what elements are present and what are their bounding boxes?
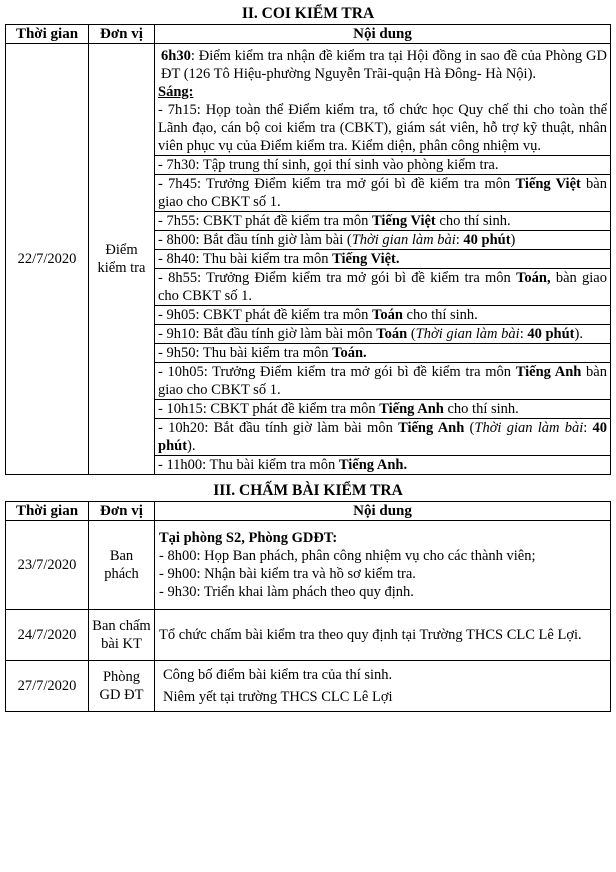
schedule-item xyxy=(155,455,610,474)
row-line: - 9h00: Nhận bài kiểm tra và hồ sơ kiểm tra. xyxy=(159,566,416,582)
item-italic: Thời gian làm bài xyxy=(474,420,584,436)
schedule-item xyxy=(155,305,610,324)
item-text: - 9h10: Bắt đầu tính giờ làm bài môn xyxy=(158,326,377,342)
unit-cell: Điểm kiểm tra xyxy=(89,44,155,475)
content-cell xyxy=(155,661,611,712)
item-text: - 10h15: CBKT phát đề kiểm tra môn xyxy=(158,401,380,417)
item-text: cho thí sinh. xyxy=(435,213,511,229)
item-text: bàn giao cho CBKT số 1. xyxy=(158,176,607,210)
item-bold: Tiếng Anh xyxy=(379,401,444,417)
item-text: - 7h30: Tập trung thí sinh, gọi thí sinh vào phòng kiểm tra. xyxy=(158,157,499,173)
header-unit: Đơn vị xyxy=(89,25,155,44)
morning-heading-block xyxy=(155,83,610,101)
row-line: - 8h00: Họp Ban phách, phân công nhiệm vụ cho các thành viên; xyxy=(159,548,536,564)
item-bold: Tiếng Việt. xyxy=(332,251,400,267)
intro-paragraph xyxy=(155,44,610,83)
schedule-item xyxy=(155,155,610,174)
row-line: - 9h30: Triển khai làm phách theo quy định. xyxy=(159,584,414,600)
item-text: : xyxy=(455,232,464,248)
header-time: Thời gian xyxy=(6,502,89,521)
row-line: Công bố điểm bài kiểm tra của thí sinh. xyxy=(163,667,393,683)
intro-time: 6h30 xyxy=(161,48,191,64)
date-cell: 27/7/2020 xyxy=(6,661,89,712)
item-text: ). xyxy=(187,438,196,454)
schedule-item xyxy=(155,399,610,418)
item-text: bàn giao cho CBKT số 1. xyxy=(158,270,607,304)
document xyxy=(3,4,613,712)
table-row xyxy=(6,661,611,712)
item-bold: Toán. xyxy=(332,345,367,361)
item-text: : xyxy=(519,326,528,342)
schedule-item xyxy=(155,362,610,399)
date-cell: 23/7/2020 xyxy=(6,521,89,610)
item-bold: Tiếng Việt xyxy=(515,176,581,192)
item-text: cho thí sinh. xyxy=(443,401,519,417)
row-line: Tổ chức chấm bài kiểm tra theo quy định tại Trường THCS CLC Lê Lợi. xyxy=(159,627,582,643)
item-italic: Thời gian làm bài xyxy=(351,232,456,248)
morning-heading: Sáng: xyxy=(158,84,194,100)
table-row xyxy=(6,44,611,475)
unit-cell: Phòng GD ĐT xyxy=(89,661,155,712)
table-header-row xyxy=(6,25,611,44)
item-bold: Toán, xyxy=(516,270,551,286)
section-3-title: III. CHẤM BÀI KIỂM TRA xyxy=(213,482,403,499)
table-header-row xyxy=(6,502,611,521)
date-cell: 24/7/2020 xyxy=(6,610,89,661)
header-unit: Đơn vị xyxy=(89,502,155,521)
item-text: - 8h00: Bắt đầu tính giờ làm bài ( xyxy=(158,232,352,248)
item-text: ( xyxy=(464,420,475,436)
unit-cell: Ban chấm bài KT xyxy=(89,610,155,661)
item-bold: Toán xyxy=(371,307,403,323)
item-italic: Thời gian làm bài xyxy=(415,326,520,342)
item-text: bàn giao cho CBKT số 1. xyxy=(158,364,607,398)
item-text: - 7h55: CBKT phát đề kiểm tra môn xyxy=(158,213,372,229)
item-text: - 11h00: Thu bài kiểm tra môn xyxy=(158,457,339,473)
item-text: - 9h50: Thu bài kiểm tra môn xyxy=(158,345,333,361)
item-text: - 7h15: Họp toàn thể Điểm kiểm tra, tổ chức học Quy chế thi cho toàn thể Lãnh đạo, cán bộ coi kiểm tra (CBKT), giám sát viên, hỗ trợ kỹ thuật, nhân viên phục vụ của Điểm kiểm tra. Kiểm diện, phân công nhiệm vụ. xyxy=(158,102,607,154)
schedule-item xyxy=(155,211,610,230)
item-text: ( xyxy=(407,326,416,342)
schedule-item xyxy=(155,174,610,211)
schedule-item xyxy=(155,268,610,305)
header-content: Nội dung xyxy=(155,502,611,521)
item-text: ) xyxy=(510,232,516,248)
row-line: Niêm yết tại trường THCS CLC Lê Lợi xyxy=(163,689,393,705)
item-bold: Tiếng Anh. xyxy=(338,457,408,473)
table-row xyxy=(6,610,611,661)
item-bold: Tiếng Việt xyxy=(371,213,436,229)
table-row xyxy=(6,521,611,610)
item-text: - 9h05: CBKT phát đề kiểm tra môn xyxy=(158,307,372,323)
item-bold: Toán xyxy=(376,326,408,342)
schedule-item xyxy=(155,343,610,362)
schedule-item xyxy=(155,230,610,249)
item-bold: Tiếng Anh xyxy=(515,364,582,380)
item-bold: 40 phút xyxy=(463,232,511,248)
item-text: - 7h45: Trưởng Điểm kiểm tra mở gói bì đề kiểm tra môn xyxy=(158,176,516,192)
item-bold: 40 phút xyxy=(527,326,575,342)
header-content: Nội dung xyxy=(155,25,611,44)
schedule-item xyxy=(155,324,610,343)
intro-text: : Điểm kiểm tra nhận đề kiểm tra tại Hội đồng in sao đề của Phòng GD ĐT (126 Tô Hiệu-phường Nguyễn Trãi-quận Hà Đông- Hà Nội). xyxy=(161,48,607,82)
section-2-title: II. COI KIỂM TRA xyxy=(241,5,375,22)
content-cell xyxy=(155,521,611,610)
schedule-list xyxy=(155,101,610,474)
item-text: : xyxy=(583,420,593,436)
section-2-table xyxy=(5,24,611,475)
content-cell xyxy=(155,44,611,475)
item-text: - 8h40: Thu bài kiểm tra môn xyxy=(158,251,333,267)
unit-cell: Ban phách xyxy=(89,521,155,610)
item-text: - 8h55: Trưởng Điểm kiểm tra mở gói bì đề kiểm tra môn xyxy=(158,270,517,286)
content-cell xyxy=(155,610,611,661)
schedule-item xyxy=(155,418,610,455)
schedule-item xyxy=(155,101,610,155)
item-text: - 10h20: Bắt đầu tính giờ làm bài môn xyxy=(158,420,399,436)
date-cell: 22/7/2020 xyxy=(6,44,89,475)
item-text: - 10h05: Trưởng Điểm kiểm tra mở gói bì đề kiểm tra môn xyxy=(158,364,516,380)
row-heading: Tại phòng S2, Phòng GDĐT: xyxy=(159,530,338,546)
section-3-table xyxy=(5,501,611,712)
item-bold: Tiếng Anh xyxy=(398,420,465,436)
schedule-item xyxy=(155,249,610,268)
item-text: cho thí sinh. xyxy=(402,307,478,323)
item-bold: 40 phút xyxy=(158,420,608,454)
header-time: Thời gian xyxy=(6,25,89,44)
item-text: ). xyxy=(574,326,583,342)
